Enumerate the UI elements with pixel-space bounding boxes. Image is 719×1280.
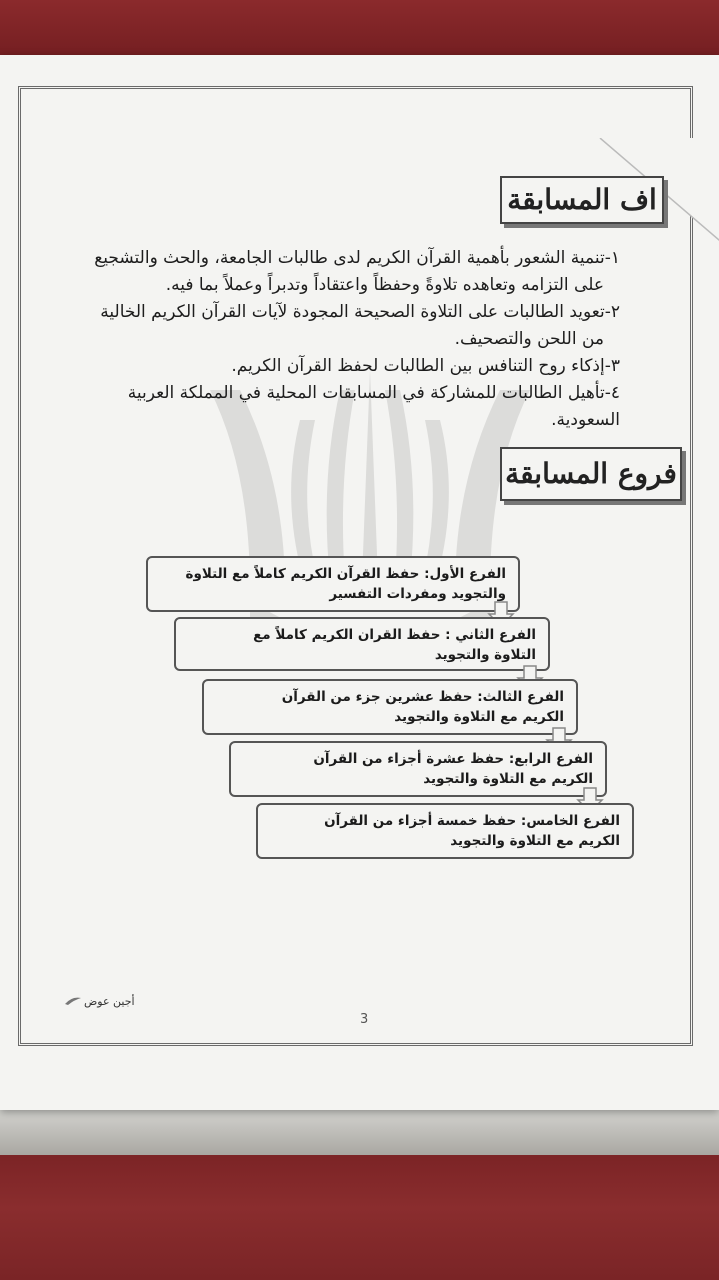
goal-item: ٣-إذكاء روح التنافس بين الطالبات لحفظ القرآن الكريم. xyxy=(231,356,620,376)
branch-box-3 xyxy=(202,679,578,735)
branch-text: الفرع الثالث: حفظ عشرين جزء من القرآن xyxy=(281,689,564,705)
branch-text: التلاوة والتجويد xyxy=(434,647,536,663)
goals-list xyxy=(90,245,620,434)
branch-text: الكريم مع التلاوة والتجويد xyxy=(450,833,620,849)
goal-item-continuation: على التزامه وتعاهده تلاوةً وحفظاً واعتقاداً وتدبراً وعملاً بما فيه. xyxy=(165,275,604,295)
branch-text: الفرع الخامس: حفظ خمسة أجزاء من القرآن xyxy=(324,813,620,829)
branches-heading-text: فروع المسابقة xyxy=(505,457,677,490)
branch-box-2 xyxy=(174,617,550,671)
goal-item-continuation: من اللحن والتصحيف. xyxy=(454,329,604,349)
branch-box-1 xyxy=(146,556,520,612)
branch-text: والتجويد ومفردات التفسير xyxy=(329,586,506,602)
page-number: 3 xyxy=(360,1012,369,1027)
goal-item: ٢-تعويد الطالبات على التلاوة الصحيحة المجودة لآيات القرآن الكريم الخالية xyxy=(100,302,620,322)
branch-box-4 xyxy=(229,741,607,797)
goal-item: ٤-تأهيل الطالبات للمشاركة في المسابقات المحلية في المملكة العربية السعودية. xyxy=(127,383,620,430)
goal-item: ١-تنمية الشعور بأهمية القرآن الكريم لدى طالبات الجامعة، والحث والتشجيع xyxy=(94,248,620,268)
goals-heading-text: اف المسابقة xyxy=(507,183,657,216)
branches-heading xyxy=(500,447,682,501)
branch-text: الكريم مع التلاوة والتجويد xyxy=(394,709,564,725)
author-name: أجين عوض xyxy=(84,995,135,1008)
branch-text: الفرع الرابع: حفظ عشرة أجزاء من القرآن xyxy=(313,751,593,767)
goals-heading xyxy=(500,176,664,224)
quill-icon xyxy=(64,996,82,1006)
branch-text: الفرع الأول: حفظ القرآن الكريم كاملاً مع التلاوة xyxy=(185,566,506,582)
branch-text: الكريم مع التلاوة والتجويد xyxy=(423,771,593,787)
branch-box-5 xyxy=(256,803,634,859)
branch-text: الفرع الثاني : حفظ القران الكريم كاملاً مع xyxy=(253,627,536,643)
